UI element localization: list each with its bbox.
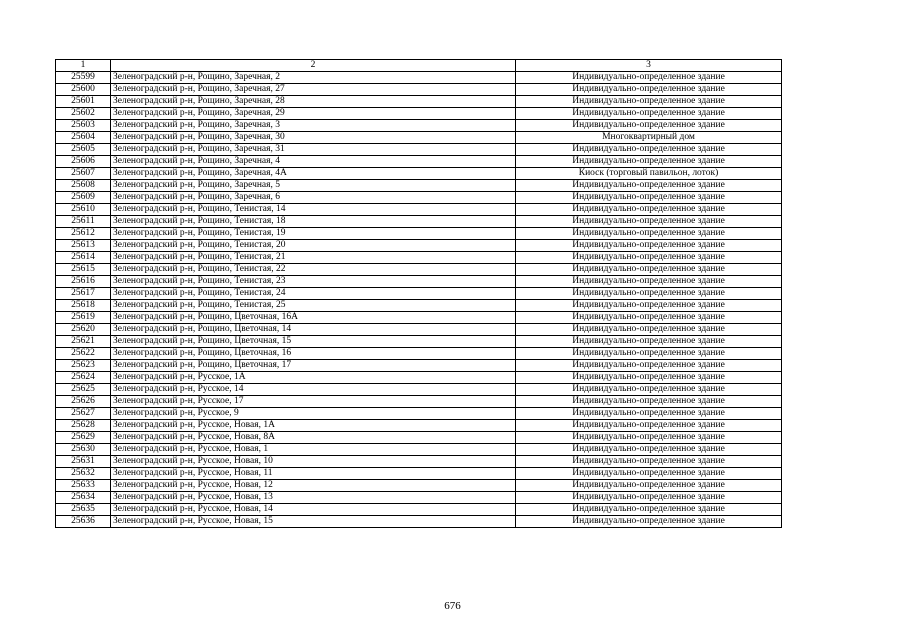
cell-address: Зеленоградский р-н, Русское, Новая, 11	[111, 468, 516, 480]
cell-number: 25628	[56, 420, 111, 432]
cell-number: 25617	[56, 288, 111, 300]
table-row	[56, 444, 782, 456]
cell-number: 25619	[56, 312, 111, 324]
cell-address: Зеленоградский р-н, Русское, 9	[111, 408, 516, 420]
cell-address: Зеленоградский р-н, Рощино, Тенистая, 23	[111, 276, 516, 288]
table-row	[56, 348, 782, 360]
table-row	[56, 120, 782, 132]
table-row	[56, 144, 782, 156]
cell-object-type: Индивидуально-определенное здание	[516, 84, 782, 96]
table-row	[56, 204, 782, 216]
cell-object-type: Индивидуально-определенное здание	[516, 288, 782, 300]
table-row	[56, 516, 782, 528]
cell-number: 25599	[56, 72, 111, 84]
table-row	[56, 504, 782, 516]
table-row	[56, 492, 782, 504]
cell-object-type: Индивидуально-определенное здание	[516, 204, 782, 216]
cell-number: 25615	[56, 264, 111, 276]
cell-address: Зеленоградский р-н, Русское, Новая, 1А	[111, 420, 516, 432]
cell-object-type: Индивидуально-определенное здание	[516, 96, 782, 108]
register-table	[55, 59, 782, 528]
table-row	[56, 216, 782, 228]
cell-object-type: Индивидуально-определенное здание	[516, 336, 782, 348]
cell-object-type: Многоквартирный дом	[516, 132, 782, 144]
cell-object-type: Индивидуально-определенное здание	[516, 276, 782, 288]
cell-object-type: Индивидуально-определенное здание	[516, 324, 782, 336]
cell-number: 25634	[56, 492, 111, 504]
cell-address: Зеленоградский р-н, Рощино, Заречная, 29	[111, 108, 516, 120]
cell-object-type: Индивидуально-определенное здание	[516, 120, 782, 132]
cell-object-type: Индивидуально-определенное здание	[516, 516, 782, 528]
table-row	[56, 156, 782, 168]
cell-object-type: Индивидуально-определенное здание	[516, 72, 782, 84]
cell-address: Зеленоградский р-н, Рощино, Цветочная, 14	[111, 324, 516, 336]
cell-address: Зеленоградский р-н, Рощино, Тенистая, 24	[111, 288, 516, 300]
cell-number: 25609	[56, 192, 111, 204]
table-row	[56, 288, 782, 300]
cell-address: Зеленоградский р-н, Рощино, Цветочная, 16А	[111, 312, 516, 324]
cell-address: Зеленоградский р-н, Рощино, Цветочная, 17	[111, 360, 516, 372]
cell-address: Зеленоградский р-н, Рощино, Заречная, 30	[111, 132, 516, 144]
cell-address: Зеленоградский р-н, Рощино, Тенистая, 18	[111, 216, 516, 228]
cell-number: 25603	[56, 120, 111, 132]
cell-number: 25614	[56, 252, 111, 264]
cell-object-type: Индивидуально-определенное здание	[516, 372, 782, 384]
cell-object-type: Индивидуально-определенное здание	[516, 156, 782, 168]
cell-number: 25632	[56, 468, 111, 480]
cell-object-type: Индивидуально-определенное здание	[516, 312, 782, 324]
cell-address: Зеленоградский р-н, Русское, Новая, 13	[111, 492, 516, 504]
table-row	[56, 408, 782, 420]
table-row	[56, 84, 782, 96]
cell-object-type: Индивидуально-определенное здание	[516, 384, 782, 396]
table-row	[56, 312, 782, 324]
cell-address: Зеленоградский р-н, Рощино, Заречная, 2	[111, 72, 516, 84]
cell-object-type: Индивидуально-определенное здание	[516, 240, 782, 252]
table-body	[56, 60, 782, 528]
cell-object-type: Индивидуально-определенное здание	[516, 408, 782, 420]
table-row	[56, 228, 782, 240]
cell-number: 25627	[56, 408, 111, 420]
column-header-1: 1	[56, 60, 111, 72]
cell-number: 25623	[56, 360, 111, 372]
cell-address: Зеленоградский р-н, Русское, 1А	[111, 372, 516, 384]
cell-number: 25618	[56, 300, 111, 312]
cell-number: 25631	[56, 456, 111, 468]
table-row	[56, 132, 782, 144]
table-row	[56, 300, 782, 312]
table-row	[56, 180, 782, 192]
table-row	[56, 360, 782, 372]
table-row	[56, 192, 782, 204]
cell-address: Зеленоградский р-н, Рощино, Тенистая, 22	[111, 264, 516, 276]
cell-object-type: Индивидуально-определенное здание	[516, 504, 782, 516]
table-row	[56, 468, 782, 480]
cell-address: Зеленоградский р-н, Русское, Новая, 14	[111, 504, 516, 516]
cell-address: Зеленоградский р-н, Русское, Новая, 10	[111, 456, 516, 468]
cell-number: 25602	[56, 108, 111, 120]
cell-number: 25616	[56, 276, 111, 288]
cell-address: Зеленоградский р-н, Рощино, Тенистая, 20	[111, 240, 516, 252]
cell-object-type: Индивидуально-определенное здание	[516, 228, 782, 240]
cell-address: Зеленоградский р-н, Рощино, Тенистая, 25	[111, 300, 516, 312]
table-row	[56, 108, 782, 120]
cell-address: Зеленоградский р-н, Русское, 14	[111, 384, 516, 396]
cell-object-type: Индивидуально-определенное здание	[516, 420, 782, 432]
table-row	[56, 336, 782, 348]
cell-number: 25607	[56, 168, 111, 180]
cell-object-type: Индивидуально-определенное здание	[516, 480, 782, 492]
cell-address: Зеленоградский р-н, Рощино, Тенистая, 14	[111, 204, 516, 216]
cell-number: 25611	[56, 216, 111, 228]
cell-address: Зеленоградский р-н, Русское, Новая, 15	[111, 516, 516, 528]
cell-number: 25605	[56, 144, 111, 156]
page-number: 676	[444, 600, 461, 612]
cell-object-type: Индивидуально-определенное здание	[516, 216, 782, 228]
cell-number: 25630	[56, 444, 111, 456]
cell-object-type: Индивидуально-определенное здание	[516, 252, 782, 264]
cell-object-type: Индивидуально-определенное здание	[516, 264, 782, 276]
cell-number: 25613	[56, 240, 111, 252]
cell-object-type: Индивидуально-определенное здание	[516, 468, 782, 480]
cell-address: Зеленоградский р-н, Русское, Новая, 12	[111, 480, 516, 492]
table-row	[56, 168, 782, 180]
table-row	[56, 264, 782, 276]
cell-number: 25629	[56, 432, 111, 444]
cell-object-type: Индивидуально-определенное здание	[516, 300, 782, 312]
table-row	[56, 240, 782, 252]
cell-object-type: Индивидуально-определенное здание	[516, 360, 782, 372]
cell-number: 25601	[56, 96, 111, 108]
cell-object-type: Индивидуально-определенное здание	[516, 456, 782, 468]
column-header-2: 2	[111, 60, 516, 72]
cell-object-type: Киоск (торговый павильон, лоток)	[516, 168, 782, 180]
cell-address: Зеленоградский р-н, Русское, Новая, 8А	[111, 432, 516, 444]
table-row	[56, 324, 782, 336]
cell-number: 25610	[56, 204, 111, 216]
cell-address: Зеленоградский р-н, Рощино, Заречная, 6	[111, 192, 516, 204]
table-row	[56, 72, 782, 84]
table-row	[56, 372, 782, 384]
cell-address: Зеленоградский р-н, Рощино, Цветочная, 16	[111, 348, 516, 360]
table-row	[56, 384, 782, 396]
cell-address: Зеленоградский р-н, Рощино, Заречная, 3	[111, 120, 516, 132]
cell-number: 25604	[56, 132, 111, 144]
cell-address: Зеленоградский р-н, Рощино, Заречная, 4А	[111, 168, 516, 180]
cell-number: 25633	[56, 480, 111, 492]
table-row	[56, 420, 782, 432]
cell-address: Зеленоградский р-н, Русское, 17	[111, 396, 516, 408]
cell-object-type: Индивидуально-определенное здание	[516, 180, 782, 192]
cell-number: 25624	[56, 372, 111, 384]
table-row	[56, 480, 782, 492]
table-row	[56, 456, 782, 468]
cell-number: 25636	[56, 516, 111, 528]
cell-address: Зеленоградский р-н, Рощино, Заречная, 31	[111, 144, 516, 156]
cell-object-type: Индивидуально-определенное здание	[516, 108, 782, 120]
cell-address: Зеленоградский р-н, Русское, Новая, 1	[111, 444, 516, 456]
cell-object-type: Индивидуально-определенное здание	[516, 492, 782, 504]
cell-number: 25626	[56, 396, 111, 408]
cell-number: 25621	[56, 336, 111, 348]
cell-address: Зеленоградский р-н, Рощино, Тенистая, 21	[111, 252, 516, 264]
table-row	[56, 396, 782, 408]
cell-number: 25608	[56, 180, 111, 192]
cell-number: 25606	[56, 156, 111, 168]
cell-object-type: Индивидуально-определенное здание	[516, 396, 782, 408]
cell-number: 25600	[56, 84, 111, 96]
cell-number: 25635	[56, 504, 111, 516]
cell-object-type: Индивидуально-определенное здание	[516, 444, 782, 456]
cell-number: 25622	[56, 348, 111, 360]
cell-number: 25620	[56, 324, 111, 336]
cell-address: Зеленоградский р-н, Рощино, Заречная, 5	[111, 180, 516, 192]
cell-object-type: Индивидуально-определенное здание	[516, 432, 782, 444]
cell-address: Зеленоградский р-н, Рощино, Заречная, 27	[111, 84, 516, 96]
cell-number: 25612	[56, 228, 111, 240]
cell-address: Зеленоградский р-н, Рощино, Заречная, 28	[111, 96, 516, 108]
cell-number: 25625	[56, 384, 111, 396]
cell-address: Зеленоградский р-н, Рощино, Цветочная, 15	[111, 336, 516, 348]
cell-object-type: Индивидуально-определенное здание	[516, 192, 782, 204]
cell-address: Зеленоградский р-н, Рощино, Заречная, 4	[111, 156, 516, 168]
table-header-row	[56, 60, 782, 72]
column-header-3: 3	[516, 60, 782, 72]
table-row	[56, 276, 782, 288]
cell-address: Зеленоградский р-н, Рощино, Тенистая, 19	[111, 228, 516, 240]
table-row	[56, 252, 782, 264]
table-row	[56, 96, 782, 108]
cell-object-type: Индивидуально-определенное здание	[516, 348, 782, 360]
table-row	[56, 432, 782, 444]
cell-object-type: Индивидуально-определенное здание	[516, 144, 782, 156]
